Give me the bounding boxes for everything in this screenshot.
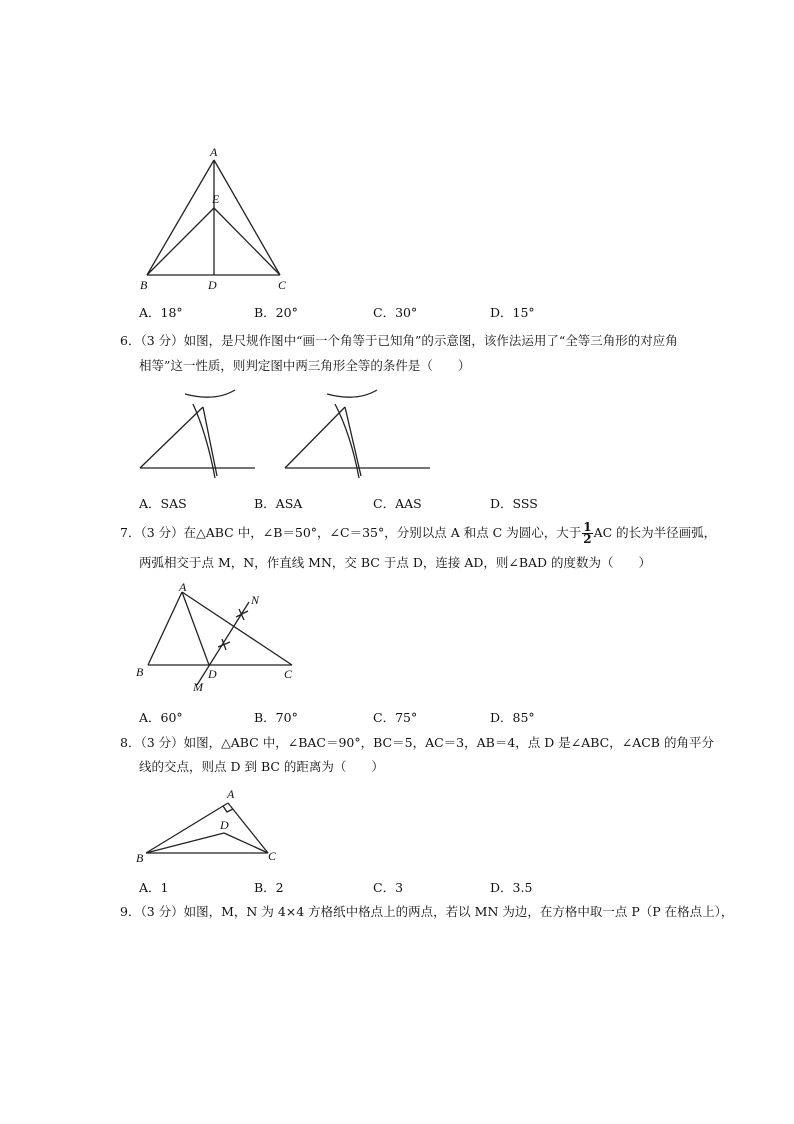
q7-option-a: A．60°: [139, 710, 183, 725]
q7-stem-line1: [120, 522, 716, 545]
q5-label-c: C: [278, 278, 287, 292]
q7-label-m: M: [193, 680, 203, 694]
q5-figure: [132, 140, 292, 295]
q6-stem-line1: 6．（3 分）如图，是尺规作图中“画一个角等于已知角”的示意图，该作法运用了“全等三角形的对应角: [120, 333, 678, 348]
q7-label-n: N: [251, 593, 260, 607]
q8-option-a: A．1: [139, 880, 169, 895]
q7-fraction: [582, 522, 592, 545]
q8-stem-line1: 8．（3 分）如图，△ABC 中，∠BAC＝90°，BC＝5，AC＝3，AB＝4，点 D 是∠ABC，∠ACB 的角平分: [120, 735, 714, 750]
q8-label-b: B: [136, 851, 144, 865]
q7-stem-line1-pre: 7．（3 分）在△ABC 中，∠B＝50°，∠C＝35°，分别以点 A 和点 C 为圆心，大于: [120, 525, 582, 540]
q8-option-c: C．3: [373, 880, 404, 895]
q7-option-d: D．85°: [490, 710, 535, 725]
q7-label-a: A: [179, 580, 187, 594]
q5-label-d: D: [208, 278, 217, 292]
q6-option-d: D．SSS: [490, 496, 538, 511]
q8-figure: [132, 785, 282, 865]
q7-frac-num: 1: [583, 520, 592, 534]
q8-option-b: B．2: [254, 880, 284, 895]
q8-label-c: C: [268, 849, 277, 863]
q7-label-c: C: [284, 667, 293, 681]
q7-label-b: B: [136, 665, 144, 679]
q8-label-d: D: [220, 818, 229, 832]
q9-stem-line1: 9．（3 分）如图，M，N 为 4×4 方格纸中格点上的两点，若以 MN 为边，在方格中取一点 P（P 在格点上），: [120, 904, 734, 919]
q7-stem-line2: 两弧相交于点 M，N，作直线 MN，交 BC 于点 D，连接 AD，则∠BAD 的度数为（ ）: [139, 555, 652, 570]
q7-stem-line1-post: AC 的长为半径画弧，: [593, 525, 717, 540]
q6-option-a: A．SAS: [139, 496, 187, 511]
q5-option-c: C．30°: [373, 305, 418, 320]
q6-option-c: C．AAS: [373, 496, 422, 511]
q6-option-b: B．ASA: [254, 496, 303, 511]
q5-label-e: E: [212, 192, 220, 206]
q8-stem-line2: 线的交点，则点 D 到 BC 的距离为（ ）: [139, 759, 384, 774]
q6-stem-line2: 相等”这一性质，则判定图中两三角形全等的条件是（ ）: [139, 358, 471, 373]
q5-option-d: D．15°: [490, 305, 535, 320]
q6-figure: [135, 380, 435, 480]
q7-option-c: C．75°: [373, 710, 418, 725]
q8-option-d: D．3.5: [490, 880, 533, 895]
q8-label-a: A: [227, 787, 235, 801]
q7-label-d: D: [208, 667, 217, 681]
q7-option-b: B．70°: [254, 710, 298, 725]
q7-frac-den: 2: [583, 532, 592, 546]
q5-option-a: A．18°: [139, 305, 183, 320]
q7-figure: [132, 580, 307, 695]
q5-label-a: A: [210, 145, 218, 159]
q5-label-b: B: [140, 278, 148, 292]
q5-option-b: B．20°: [254, 305, 298, 320]
